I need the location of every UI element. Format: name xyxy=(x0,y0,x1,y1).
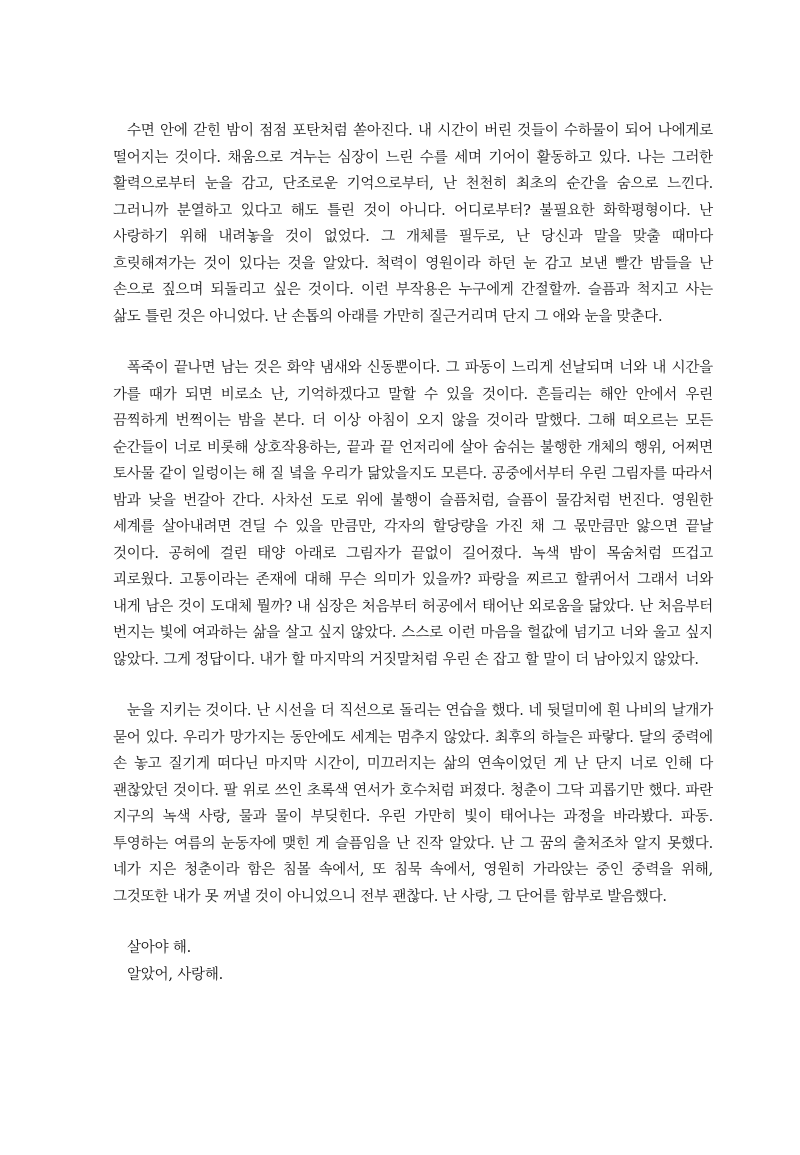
body-paragraph-2: 폭죽이 끝나면 남는 것은 화약 냄새와 신동뿐이다. 그 파동이 느리게 선날되며 너와 내 시간을 가를 때가 되면 비로소 난, 기억하겠다고 말할 수 있을 것이다. 흔들리는 해안 안에서 우린 끔찍하게 번쩍이는 밤을 본다. 더 이상 아침이 오지 않을 것이라 말했다. 그해 떠오르는 모든 순간들이 너로 비롯해 상호작용하는, 끝과 끝 언저리에 살아 숨쉬는 불행한 개체의 행위, 어쩌면 토사물 같이 일렁이는 해 질 녘을 우리가 닮았을지도 모른다. 공중에서부터 우린 그림자를 따라서 밤과 낮을 번갈아 간다. 사차선 도로 위에 불행이 슬픔처럼, 슬픔이 물감처럼 번진다. 영원한 세계를 살아내려면 견딜 수 있을 만큼만, 각자의 할당량을 가진 채 그 몫만큼만 앓으면 끝날 것이다. 공허에 걸린 태양 아래로 그림자가 끝없이 길어졌다. 녹색 밤이 목숨처럼 뜨겁고 괴로웠다. 고통이라는 존재에 대해 무슨 의미가 있을까? 파랑을 찌르고 할퀴어서 그래서 너와 내게 남은 것이 도대체 뭘까? 내 심장은 처음부터 허공에서 태어난 외로움을 닮았다. 난 처음부터 번지는 빛에 여과하는 삶을 살고 싶지 않았다. 스스로 이런 마음을 헐값에 넘기고 너와 울고 싶지 않았다. 그게 정답이다. 내가 할 마지막의 거짓말처럼 우린 손 잡고 할 말이 더 남아있지 않았다. xyxy=(113,360,713,668)
document-page xyxy=(113,118,713,989)
body-paragraph-3: 눈을 지키는 것이다. 난 시선을 더 직선으로 돌리는 연습을 했다. 네 뒷덜미에 흰 나비의 날개가 묻어 있다. 우리가 망가지는 동안에도 세계는 멈추지 않았다. 최후의 하늘은 파랗다. 달의 중력에 손 놓고 질기게 떠다닌 마지막 시간이, 미끄러지는 삶의 연속이었던 게 난 단지 너로 인해 다 괜찮았던 것이다. 팔 위로 쓰인 초록색 연서가 호수처럼 퍼졌다. 청춘이 그닥 괴롭기만 했다. 파란 지구의 녹색 사랑, 물과 물이 부딪힌다. 우린 가만히 빛이 태어나는 과정을 바라봤다. 파동. 투영하는 여름의 눈동자에 맺힌 게 슬픔임을 난 진작 알았다. 난 그 꿈의 출처조차 알지 못했다. 네가 지은 청춘이라 함은 침몰 속에서, 또 침묵 속에서, 영원히 가라앉는 중인 중력을 위해, 그것또한 내가 못 꺼낼 것이 아니었으니 전부 괜찮다. 난 사랑, 그 단어를 함부로 발음했다. xyxy=(113,703,713,905)
dialogue-line-1: 살아야 해. xyxy=(127,940,192,956)
body-paragraph-1: 수면 안에 갇힌 밤이 점점 포탄처럼 쏟아진다. 내 시간이 버린 것들이 수하물이 되어 나에게로 떨어지는 것이다. 채움으로 겨누는 심장이 느린 수를 세며 기어이 활동하고 있다. 나는 그러한 활력으로부터 눈을 감고, 단조로운 기억으로부터, 난 천천히 최초의 순간을 숨으로 느낀다. 그러니까 분열하고 있다고 해도 틀린 것이 아니다. 어디로부터? 불필요한 화학평형이다. 난 사랑하기 위해 내려놓을 것이 없었다. 그 개체를 필두로, 난 당신과 말을 맞출 때마다 흐릿해져가는 것이 있다는 것을 알았다. 척력이 영원이라 하던 눈 감고 보낸 빨간 밤들을 난 손으로 짚으며 되돌리고 싶은 것이다. 이런 부작용은 누구에게 간절할까. 슬픔과 척지고 사는 삶도 틀린 것은 아니었다. 난 손톱의 아래를 가만히 질근거리며 단지 그 애와 눈을 맞춘다. xyxy=(113,123,713,325)
dialogue-line-2: 알았어, 사랑해. xyxy=(127,967,224,983)
dialogue-block xyxy=(113,935,713,989)
